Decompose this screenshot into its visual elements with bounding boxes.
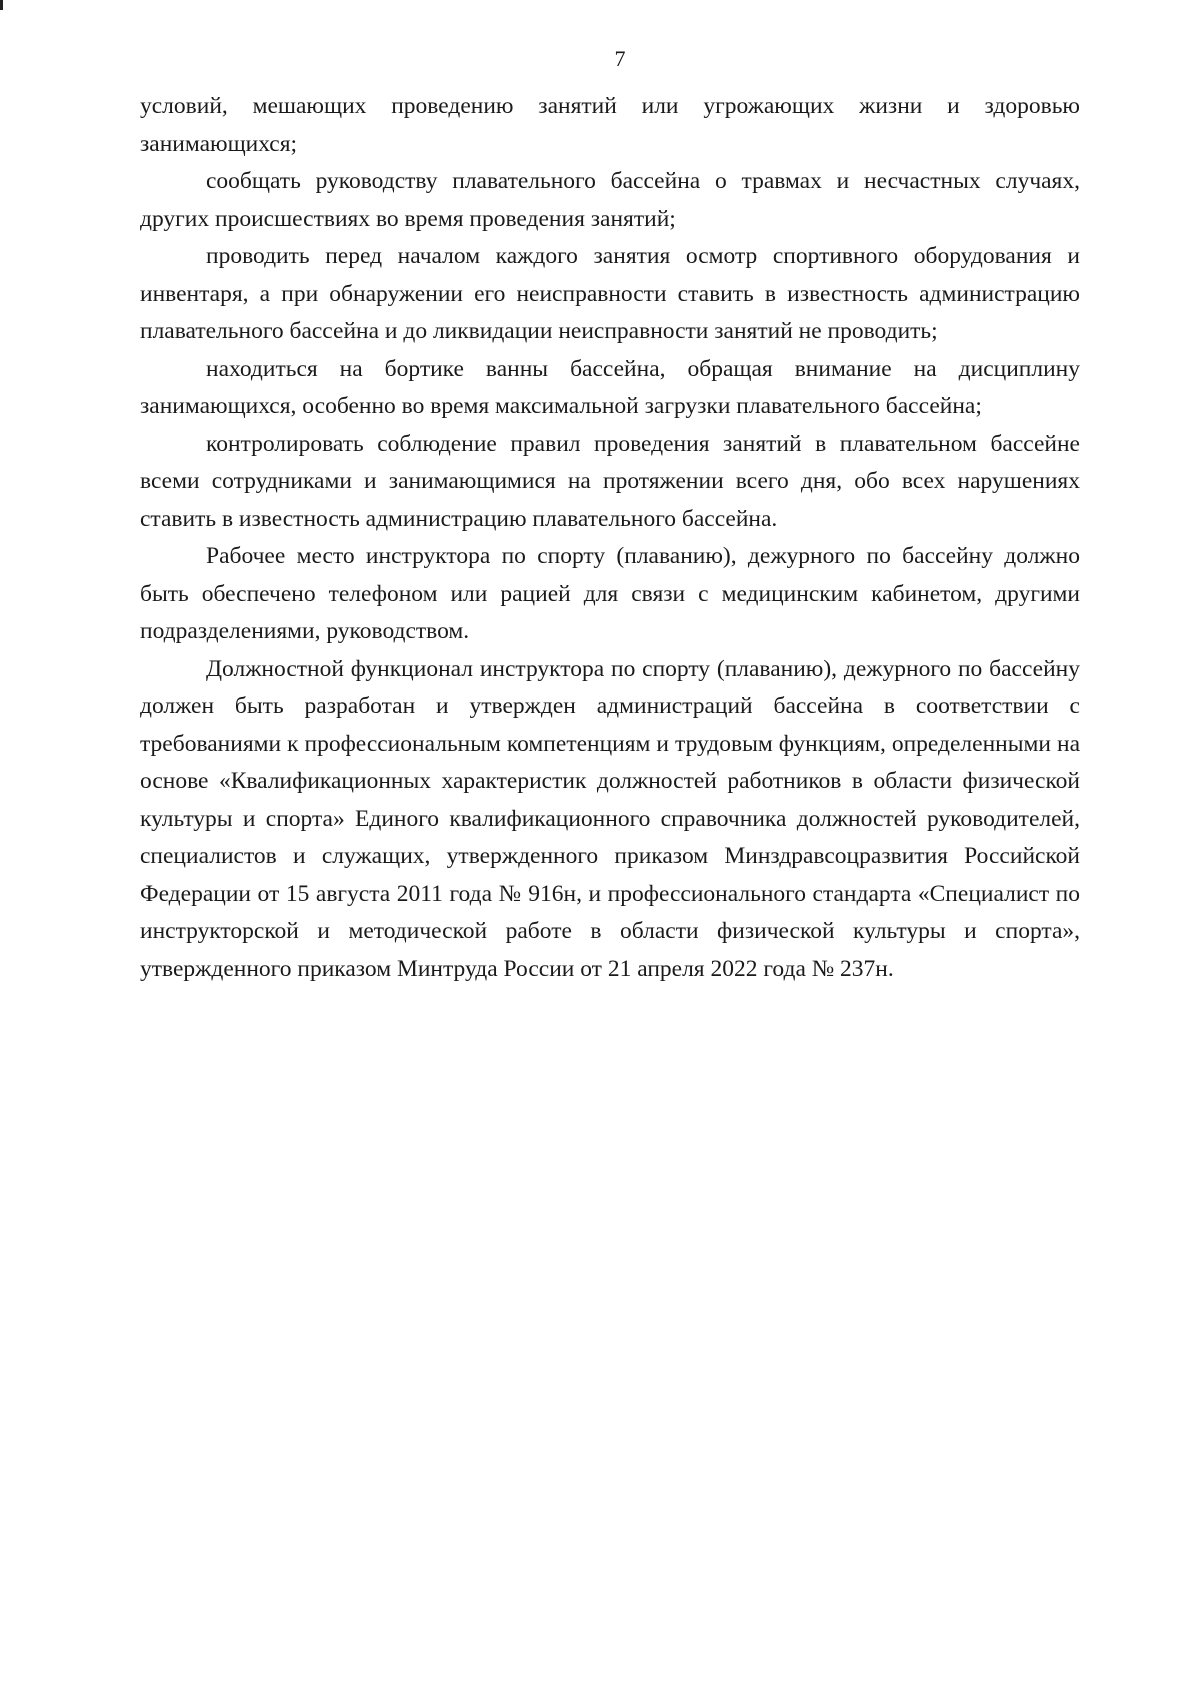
scan-edge-mark — [0, 0, 3, 10]
paragraph-inspect-equipment: проводить перед началом каждого занятия осмотр спортивного оборудования и инвентаря, а при обнаружении его неисправности ставить в известность администрацию плавательного бассейна и до ликвидации неисправности занятий не проводить; — [140, 243, 1080, 344]
paragraph-continuation: условий, мешающих проведению занятий или угрожающих жизни и здоровью занимающихся; — [140, 93, 1080, 157]
paragraph-control-rules: контролировать соблюдение правил проведения занятий в плавательном бассейне всеми сотрудниками и занимающимися на протяжении всего дня, обо всех нарушениях ставить в известность администрацию плавательного бассейна. — [140, 430, 1080, 532]
paragraph-workplace: Рабочее место инструктора по спорту (плаванию), дежурного по бассейну должно быть обеспечено телефоном или рацией для связи с медицинским кабинетом, другими подразделениями, руководством. — [140, 543, 1080, 644]
document-body — [140, 88, 1080, 988]
paragraph-report-incidents: сообщать руководству плавательного бассейна о травмах и несчастных случаях, других происшествиях во время проведения занятий; — [140, 168, 1080, 232]
paragraph-job-functions: Должностной функционал инструктора по спорту (плаванию), дежурного по бассейну должен быть разработан и утвержден администраций бассейна в соответствии с требованиями к профессиональным компетенциям и трудовым функциям, определенными на основе «Квалификационных характеристик должностей работников в области физической культуры и спорта» Единого квалификационного справочника должностей руководителей, специалистов и служащих, утвержденного приказом Минздравсоцразвития Российской Федерации от 15 августа 2011 года № 916н, и профессионального стандарта «Специалист по инструкторской и методической работе в области физической культуры и спорта», утвержденного приказом Минтруда России от 21 апреля 2022 года № 237н. — [140, 655, 1080, 982]
paragraph-poolside-duty: находиться на бортике ванны бассейна, обращая внимание на дисциплину занимающихся, особенно во время максимальной загрузки плавательного бассейна; — [140, 355, 1080, 419]
page-number: 7 — [614, 46, 626, 71]
